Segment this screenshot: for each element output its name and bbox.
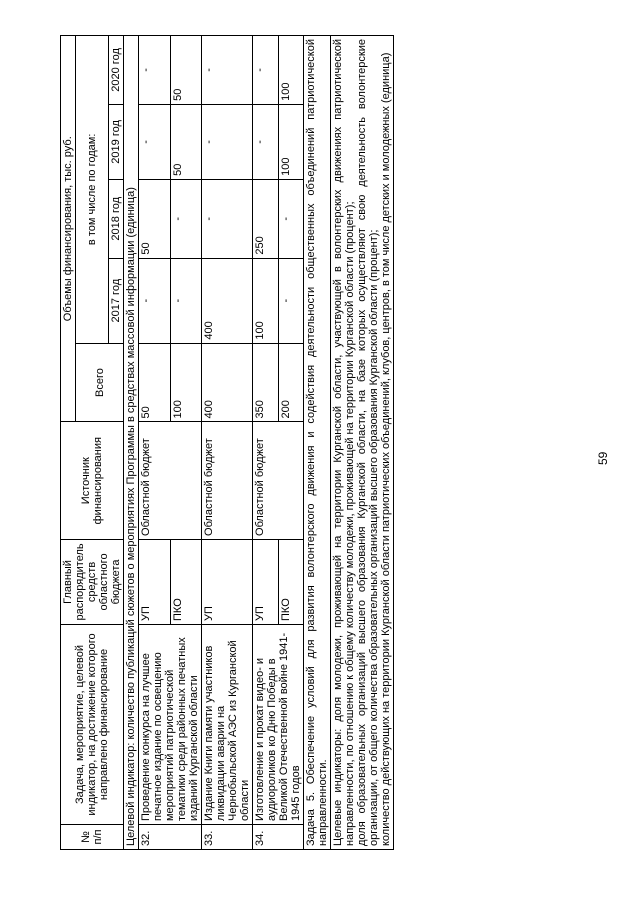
row-name: Издание Книги памяти участников ликвидации аварии на Чернобыльской АЭС из Курганской области [202,624,253,824]
header-by-years: в том числе по годам: [76,36,109,344]
header-source: Источник финансирования [61,422,124,540]
task-5-indicators [331,36,394,850]
row-total: 400 [202,343,253,422]
table-row [202,36,253,850]
row-name: Проведение конкурса на лучшее печатное издание по освещению мероприятий патриотической тематики среди районных печатных изданий Курганской области [139,624,202,824]
row-total: 100 [170,343,202,422]
row-manager: ПКО [278,539,304,624]
row-2020: - [139,36,171,105]
header-volumes: Объемы финансирования, тыс. руб. [61,36,76,422]
row-2019: 100 [278,104,304,179]
header-year-2020: 2020 год [109,36,124,105]
row-2020: - [253,36,279,105]
row-2018: 50 [139,179,171,258]
row-2020: 50 [170,36,202,105]
row-2019: - [253,104,279,179]
row-manager: УП [253,539,279,624]
header-task: Задача, мероприятие, целевой индикатор, на достижение которого направлено финансирование [61,624,124,824]
row-source: Областной бюджет [253,422,304,540]
row-2020: - [202,36,253,105]
task-5-row: Задача 5. Обеспечение условий для развития волонтерского движения и содействия деятельности общественных объединений патриотической направленности. [304,36,331,850]
row-total: 50 [139,343,171,422]
row-manager: УП [202,539,253,624]
row-manager: УП [139,539,171,624]
indicator-line: количество действующих на территории Курганской области патриотических объединений, клубов, центров, в том числе детских и молодежных (единица) [380,52,392,846]
row-2019: - [139,104,171,179]
row-number: 34. [253,825,304,850]
row-number: 33. [202,825,253,850]
target-indicator-row: Целевой индикатор: количество публикаций сюжетов о мероприятиях Программы в средствах массовой информации (единица) [124,36,139,850]
row-total: 200 [278,343,304,422]
row-2017: 100 [253,258,279,343]
financing-table-container [60,35,394,850]
row-2018: - [170,179,202,258]
header-year-2017: 2017 год [109,258,124,343]
row-source: Областной бюджет [139,422,202,540]
row-number: 32. [139,825,202,850]
row-2020: 100 [278,36,304,105]
row-2019: - [202,104,253,179]
page-number: 59 [596,451,610,465]
row-2018: 250 [253,179,279,258]
row-name: Изготовление и прокат видео- и аудиороликов ко Дню Победы в Великой Отечественной войне 1941-1945 годов [253,624,304,824]
header-year-2018: 2018 год [109,179,124,258]
header-manager: Главный распорядитель средств областного бюджета [61,539,124,624]
row-manager: ПКО [170,539,202,624]
table-row [139,36,171,850]
row-2017: 400 [202,258,253,343]
header-total: Всего [76,343,124,422]
indicator-line: доля образовательных организаций высшего образования Курганской области, на базе которых осуществляют свою деятельность волонтерские организации, от общего количества образовательных организаций высшего образования Курганской области (процент); [356,39,380,846]
header-year-2019: 2019 год [109,104,124,179]
indicator-line: Целевые индикаторы: доля молодежи, проживающей на территории Курганской области, участвующей в волонтерских движениях патриотической направленности, по отношению к общему количеству молодежи, проживающей на территории Курганской области (процент); [332,39,356,846]
row-2019: 50 [170,104,202,179]
row-total: 350 [253,343,279,422]
financing-table [60,35,394,850]
header-no: № п/п [61,825,124,850]
table-row [253,36,279,850]
row-2018: - [202,179,253,258]
row-2017: - [170,258,202,343]
row-2017: - [139,258,171,343]
row-2017: - [278,258,304,343]
row-2018: - [278,179,304,258]
row-source: Областной бюджет [202,422,253,540]
